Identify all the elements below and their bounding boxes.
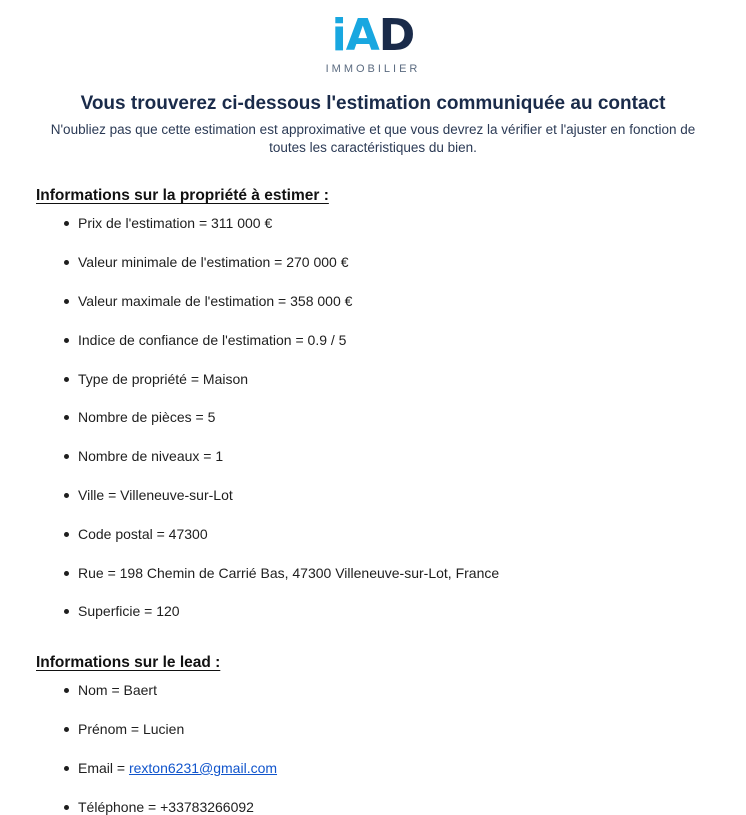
list-item: Nombre de niveaux = 1	[78, 448, 746, 465]
section-title-lead: Informations sur le lead :	[36, 654, 221, 672]
page-subtitle: N'oubliez pas que cette estimation est approximative et que vous devrez la vérifier et l'ajuster en fonction de toutes les caractéristiques du bien.	[50, 122, 696, 156]
list-item: Indice de confiance de l'estimation = 0.9 / 5	[78, 332, 746, 349]
iad-logo	[325, 10, 421, 75]
list-item: Rue = 198 Chemin de Carrié Bas, 47300 Villeneuve-sur-Lot, France	[78, 565, 746, 582]
logo-wordmark	[326, 10, 421, 61]
logo-mark-accent: D	[378, 10, 415, 61]
property-info-list	[0, 215, 746, 620]
email-label: Email =	[78, 759, 129, 776]
email-link[interactable]: rexton6231@gmail.com	[128, 759, 278, 776]
list-item: Nom = Baert	[78, 682, 746, 699]
list-item: Prix de l'estimation = 311 000 €	[78, 215, 746, 232]
list-item: Prénom = Lucien	[78, 721, 746, 738]
list-item: Valeur maximale de l'estimation = 358 000 €	[78, 293, 746, 310]
list-item: Superficie = 120	[78, 603, 746, 620]
lead-info-list	[0, 682, 746, 815]
section-title-property: Informations sur la propriété à estimer :	[36, 187, 329, 205]
list-item: Téléphone = +33783266092	[78, 799, 746, 815]
list-item: Type de propriété = Maison	[78, 371, 746, 388]
list-item: Ville = Villeneuve-sur-Lot	[78, 487, 746, 504]
logo-subtitle: IMMOBILIER	[325, 63, 421, 75]
logo-mark-text: iA	[331, 10, 379, 61]
logo-header	[0, 0, 746, 77]
list-item: Valeur minimale de l'estimation = 270 000 €	[78, 254, 746, 271]
list-item-email	[78, 760, 746, 777]
list-item: Nombre de pièces = 5	[78, 409, 746, 426]
page-title: Vous trouverez ci-dessous l'estimation communiquée au contact	[80, 93, 666, 114]
list-item: Code postal = 47300	[78, 526, 746, 543]
